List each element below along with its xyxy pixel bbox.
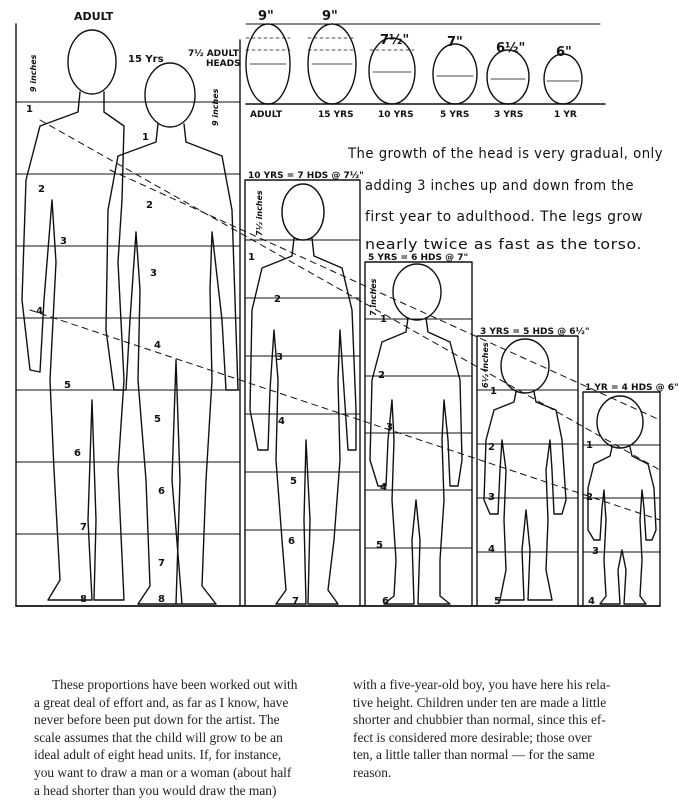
svg-text:3: 3: [276, 352, 283, 363]
svg-text:2: 2: [488, 442, 495, 453]
svg-text:6: 6: [288, 536, 295, 547]
svg-text:2: 2: [38, 184, 45, 195]
head-age: 15 YRS: [318, 110, 354, 120]
head-age: 10 YRS: [378, 110, 414, 120]
svg-text:5: 5: [154, 414, 161, 425]
text-line: ten, a little taller than normal — for the same: [353, 747, 595, 763]
svg-text:2: 2: [146, 200, 153, 211]
y10-frame: [245, 180, 360, 606]
head-size-labels: [258, 9, 572, 60]
svg-text:4: 4: [488, 544, 495, 555]
svg-text:4: 4: [278, 416, 285, 427]
label-3yrs: 3 YRS = 5 HDS @ 6½": [480, 327, 590, 337]
svg-text:2: 2: [586, 492, 593, 503]
svg-text:1: 1: [380, 314, 387, 325]
label-adult: ADULT: [74, 10, 114, 23]
side-note-5: 7 inches: [369, 278, 378, 316]
label-10yrs: 10 YRS = 7 HDS @ 7½": [248, 171, 364, 181]
svg-text:1: 1: [142, 132, 149, 143]
side-note-10: 7½ inches: [255, 190, 264, 236]
svg-text:6: 6: [382, 596, 389, 607]
head-size: 7½": [380, 33, 410, 48]
svg-text:8: 8: [80, 594, 87, 605]
svg-text:5: 5: [376, 540, 383, 551]
svg-text:5: 5: [64, 380, 71, 391]
y3-figure: [484, 339, 566, 600]
svg-text:3: 3: [488, 492, 495, 503]
label-1yr: 1 YR = 4 HDS @ 6": [585, 383, 679, 393]
svg-text:4: 4: [380, 482, 387, 493]
head-age: 5 YRS: [440, 110, 470, 120]
side-note-15: 9 inches: [211, 88, 220, 126]
y1-frame: [583, 392, 660, 606]
y3-frame: [477, 336, 578, 606]
svg-text:4: 4: [154, 340, 161, 351]
text-line: tive height. Children under ten are made a little: [353, 694, 607, 710]
label-15yrs: 15 Yrs: [128, 54, 164, 65]
svg-text:8: 8: [158, 594, 165, 605]
text-line: with a five-year-old boy, you have here his rela-: [353, 677, 611, 692]
svg-text:1: 1: [490, 386, 497, 397]
y1-figure: [588, 396, 656, 604]
head-size: 6½": [496, 41, 526, 56]
svg-text:2: 2: [378, 370, 385, 381]
side-note-3: 6½ inches: [481, 342, 490, 388]
head-size: 9": [258, 9, 274, 24]
head-age-labels: [250, 110, 577, 120]
caption-line: nearly twice as fast as the torso.: [365, 237, 642, 253]
y15-figure: [106, 63, 238, 604]
head-size: 6": [556, 45, 572, 60]
head-size: 7": [447, 35, 463, 50]
text-line: you want to draw a man or a woman (about half: [34, 764, 292, 780]
svg-text:2: 2: [274, 294, 281, 305]
text-line: reason.: [353, 764, 392, 780]
caption-line: adding 3 inches up and down from the: [365, 178, 634, 194]
svg-text:3: 3: [60, 236, 67, 247]
label-adult-heads-2: HEADS: [206, 59, 241, 69]
head-3: [487, 50, 529, 104]
caption-line: first year to adulthood. The legs grow: [365, 209, 643, 225]
svg-text:7: 7: [158, 558, 165, 569]
text-line: a great deal of effort and, as far as I know, have: [34, 694, 289, 710]
head-5: [433, 44, 477, 104]
caption: [347, 146, 663, 253]
head-1: [544, 54, 582, 104]
text-line: These proportions have been worked out with: [52, 677, 298, 692]
text-line: fect is considered more desirable; those over: [353, 729, 592, 745]
body-text-right: [353, 676, 643, 782]
svg-text:1: 1: [26, 104, 33, 115]
heads-row: [246, 24, 605, 104]
head-age: 1 YR: [554, 110, 577, 120]
svg-text:1: 1: [586, 440, 593, 451]
svg-text:4: 4: [36, 306, 43, 317]
head-size: 9": [322, 9, 338, 24]
body-text-left: [34, 676, 334, 799]
text-line: a head shorter than you would draw the man): [34, 782, 277, 798]
label-5yrs: 5 YRS = 6 HDS @ 7": [368, 253, 469, 263]
svg-text:1: 1: [248, 252, 255, 263]
head-age: ADULT: [250, 110, 283, 120]
svg-text:7: 7: [80, 522, 87, 533]
head-age: 3 YRS: [494, 110, 524, 120]
text-line: scale assumes that the child will grow to be an: [34, 729, 283, 745]
svg-text:3: 3: [592, 546, 599, 557]
side-note-adult: 9 inches: [29, 54, 38, 92]
svg-text:3: 3: [150, 268, 157, 279]
svg-text:5: 5: [494, 596, 501, 607]
label-adult-heads-1: 7½ ADULT: [188, 49, 239, 59]
svg-text:6: 6: [74, 448, 81, 459]
text-line: shorter and chubbier than normal, since this ef-: [353, 712, 606, 728]
caption-line: The growth of the head is very gradual, only: [347, 146, 663, 162]
svg-text:3: 3: [386, 422, 393, 433]
svg-text:4: 4: [588, 596, 595, 607]
svg-text:7: 7: [292, 596, 299, 607]
svg-text:6: 6: [158, 486, 165, 497]
svg-text:5: 5: [290, 476, 297, 487]
text-line: never before been put down for the artist. The: [34, 712, 280, 728]
text-line: ideal adult of eight head units. If, for instance,: [34, 747, 282, 763]
